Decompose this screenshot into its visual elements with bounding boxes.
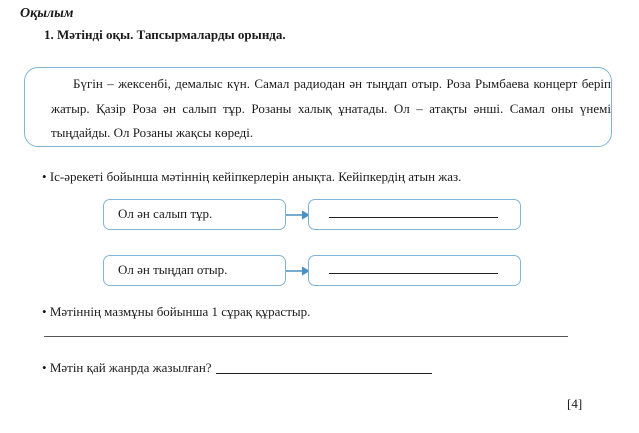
task-3-line <box>42 360 432 376</box>
task-title: 1. Мәтінді оқы. Тапсырмаларды орында. <box>44 27 286 42</box>
task-3-instruction: Мәтін қай жанрда жазылған? <box>49 360 212 375</box>
sentence-box-2: Ол ән тыңдап отыр. <box>103 255 286 286</box>
answer-box-1[interactable] <box>308 199 521 230</box>
genre-answer-blank[interactable] <box>216 373 432 374</box>
answer-blank-1[interactable] <box>329 217 498 218</box>
task-2-instruction: • Мәтіннің мазмұны бойынша 1 сұрақ құрастыр. <box>42 304 310 320</box>
arrow-right-icon <box>286 209 310 221</box>
section-title: Оқылым <box>20 6 74 21</box>
reading-passage: Бүгін – жексенбі, демалыс күн. Самал радиодан ән тыңдап отыр. Роза Рымбаева концерт беріп жатыр. Қазір Роза ән салып тұр. Розаны халық ұнатады. Ол – атақты әнші. Самал оны үнемі тыңдайды. Ол Розаны жақсы көреді. <box>51 76 611 140</box>
answer-box-2[interactable] <box>308 255 521 286</box>
arrow-right-icon <box>286 265 310 277</box>
score-label: [4] <box>567 396 583 411</box>
answer-blank-2[interactable] <box>329 273 498 274</box>
question-answer-line[interactable] <box>44 336 568 337</box>
sentence-box-1: Ол ән салып тұр. <box>103 199 286 230</box>
task-1-instruction: • Іс-әрекеті бойынша мәтіннің кейіпкерлерін анықта. Кейіпкердің атын жаз. <box>42 169 461 185</box>
